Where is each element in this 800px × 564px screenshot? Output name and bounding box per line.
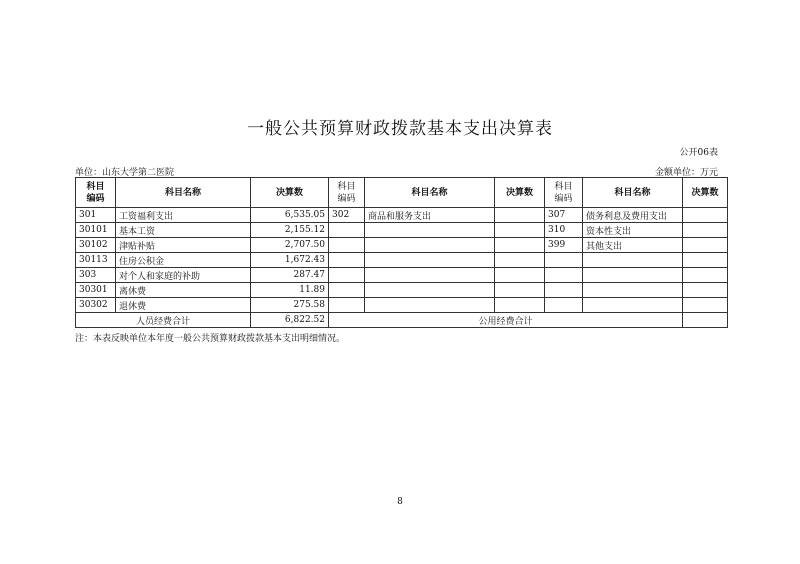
item-name bbox=[365, 268, 495, 283]
item-amount bbox=[683, 268, 728, 283]
item-amount bbox=[495, 253, 545, 268]
item-name bbox=[365, 238, 495, 253]
public-total-value bbox=[683, 313, 728, 328]
item-amount bbox=[683, 283, 728, 298]
item-amount: 2,155.12 bbox=[251, 223, 329, 238]
amount-unit-label: 金额单位：万元 bbox=[654, 168, 718, 178]
personnel-total-value: 6,822.52 bbox=[251, 313, 329, 328]
header-amount: 决算数 bbox=[495, 178, 545, 208]
table-row bbox=[76, 253, 728, 268]
item-amount bbox=[683, 208, 728, 223]
item-code bbox=[545, 298, 583, 313]
item-amount bbox=[683, 223, 728, 238]
totals-row bbox=[76, 313, 728, 328]
table-row bbox=[76, 268, 728, 283]
item-amount bbox=[495, 208, 545, 223]
table-row bbox=[76, 298, 728, 313]
item-code bbox=[329, 223, 365, 238]
header-name: 科目名称 bbox=[365, 178, 495, 208]
item-amount: 287.47 bbox=[251, 268, 329, 283]
item-amount bbox=[683, 298, 728, 313]
table-header-row bbox=[76, 178, 728, 208]
item-code: 399 bbox=[545, 238, 583, 253]
item-code: 302 bbox=[329, 208, 365, 223]
item-name bbox=[365, 223, 495, 238]
item-name bbox=[583, 283, 683, 298]
item-name: 其他支出 bbox=[583, 238, 683, 253]
item-amount: 2,707.50 bbox=[251, 238, 329, 253]
item-name: 对个人和家庭的补助 bbox=[116, 268, 251, 283]
item-code bbox=[329, 238, 365, 253]
item-code: 30301 bbox=[76, 283, 116, 298]
item-name: 基本工资 bbox=[116, 223, 251, 238]
header-code: 科目 编码 bbox=[545, 178, 583, 208]
page-title: 一般公共预算财政拨款基本支出决算表 bbox=[247, 119, 553, 139]
item-amount: 6,535.05 bbox=[251, 208, 329, 223]
item-code: 303 bbox=[76, 268, 116, 283]
item-code bbox=[545, 253, 583, 268]
item-name bbox=[365, 298, 495, 313]
item-amount: 1,672.43 bbox=[251, 253, 329, 268]
item-name bbox=[583, 268, 683, 283]
item-name: 退休费 bbox=[116, 298, 251, 313]
item-name bbox=[583, 253, 683, 268]
item-amount: 275.58 bbox=[251, 298, 329, 313]
item-code: 301 bbox=[76, 208, 116, 223]
item-code bbox=[545, 283, 583, 298]
expenditure-table bbox=[75, 177, 728, 328]
item-name: 住房公积金 bbox=[116, 253, 251, 268]
table-row bbox=[76, 283, 728, 298]
item-code bbox=[329, 298, 365, 313]
header-amount: 决算数 bbox=[683, 178, 728, 208]
item-name: 工资福利支出 bbox=[116, 208, 251, 223]
table-row bbox=[76, 208, 728, 223]
table-note: 注：本表反映单位本年度一般公共预算财政拨款基本支出明细情况。 bbox=[75, 334, 346, 344]
item-code: 30102 bbox=[76, 238, 116, 253]
header-code: 科目 编码 bbox=[76, 178, 116, 208]
item-name: 津贴补贴 bbox=[116, 238, 251, 253]
item-code: 310 bbox=[545, 223, 583, 238]
item-amount bbox=[683, 238, 728, 253]
item-name bbox=[365, 283, 495, 298]
item-code bbox=[329, 283, 365, 298]
item-code bbox=[545, 268, 583, 283]
item-code bbox=[329, 253, 365, 268]
table-row bbox=[76, 238, 728, 253]
page-number: 8 bbox=[397, 497, 403, 507]
item-code: 30101 bbox=[76, 223, 116, 238]
item-code: 30113 bbox=[76, 253, 116, 268]
header-code: 科目 编码 bbox=[329, 178, 365, 208]
item-amount bbox=[495, 223, 545, 238]
personnel-total-label: 人员经费合计 bbox=[76, 313, 251, 328]
item-name bbox=[365, 253, 495, 268]
item-amount bbox=[495, 238, 545, 253]
header-name: 科目名称 bbox=[116, 178, 251, 208]
header-amount: 决算数 bbox=[251, 178, 329, 208]
item-name: 资本性支出 bbox=[583, 223, 683, 238]
item-name: 离休费 bbox=[116, 283, 251, 298]
item-code: 307 bbox=[545, 208, 583, 223]
public-total-label: 公用经费合计 bbox=[329, 313, 683, 328]
item-name: 债务利息及费用支出 bbox=[583, 208, 683, 223]
item-name bbox=[583, 298, 683, 313]
item-code bbox=[329, 268, 365, 283]
item-amount bbox=[683, 253, 728, 268]
item-code: 30302 bbox=[76, 298, 116, 313]
item-amount bbox=[495, 268, 545, 283]
table-row bbox=[76, 223, 728, 238]
form-number: 公开06表 bbox=[679, 148, 718, 158]
item-name: 商品和服务支出 bbox=[365, 208, 495, 223]
item-amount bbox=[495, 283, 545, 298]
item-amount bbox=[495, 298, 545, 313]
header-name: 科目名称 bbox=[583, 178, 683, 208]
item-amount: 11.89 bbox=[251, 283, 329, 298]
unit-label: 单位：山东大学第二医院 bbox=[75, 168, 175, 178]
